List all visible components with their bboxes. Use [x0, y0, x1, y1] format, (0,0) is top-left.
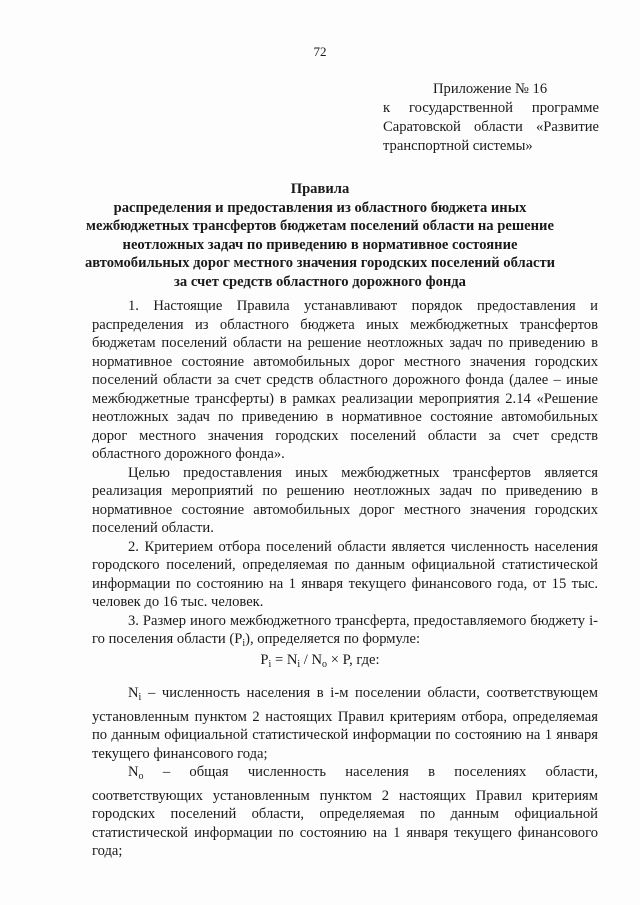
formula-sub-o: o — [322, 659, 328, 670]
formula-tail: × P, где: — [327, 652, 380, 668]
paragraph-3-tail: ), определяется по формуле: — [245, 631, 421, 647]
heading-line: автомобильных дорог местного значения городских поселений области — [84, 255, 556, 271]
page-number: 72 — [313, 44, 327, 59]
definitions — [92, 684, 598, 861]
heading-line: Правила — [290, 181, 350, 197]
formula-slash: / N — [300, 652, 323, 668]
paragraph-3-text: 3. Размер иного межбюджетного трансферта, предоставляемого бюджету i-го поселения области (P — [92, 612, 598, 647]
no-text: – общая численность населения в поселениях области, соответствующих установленным пунктом 2 настоящих Правил критериям городских поселений области, определяемая по данным официальной статистической информации по состоянию на 1 января текущего финансового года; — [92, 764, 598, 859]
formula-p: P — [260, 652, 269, 668]
heading-line: неотложных задач по приведению в нормативное состояние — [122, 236, 518, 253]
appendix-line: транспортной системы» — [383, 138, 533, 154]
heading-line: за счет средств областного дорожного фонда — [174, 273, 466, 290]
subscript-i: i — [242, 638, 246, 649]
heading-line: межбюджетных трансфертов бюджетам поселений области на решение — [86, 218, 554, 234]
formula-eq: = N — [271, 652, 298, 668]
formula — [0, 652, 640, 670]
paragraph-2: 2. Критерием отбора поселений области является численность населения городского поселений, определяемая по данным официальной статистической информации по состоянию на 1 января текущего финансового года, от 15 тыс. человек до 16 тыс. человек. — [92, 538, 598, 610]
no-symbol: N — [128, 764, 139, 780]
appendix-title: Приложение № 16 — [433, 81, 548, 97]
definition-no — [92, 763, 598, 861]
definition-ni — [92, 684, 598, 763]
formula-sub-i2: i — [297, 659, 301, 670]
ni-text: – численность населения в i-м поселении области, соответствующем установленным пунктом 2 настоящих Правил критериям отбора, определяемая по данным официальной статистической информации по состоянию на 1 января текущего финансового года; — [92, 685, 598, 762]
document-body — [92, 297, 598, 654]
paragraph-1: 1. Настоящие Правила устанавливают порядок предоставления и распределения из областного бюджета иных межбюджетных трансфертов бюджетам поселений области на решение неотложных задач по приведению в нормативное состояние автомобильных дорог местного значения городских поселений области за счет средств областного дорожного фонда (далее – иные межбюджетные трансферты) в рамках реализации мероприятия 2.14 «Решение неотложных задач по приведению в нормативное состояние автомобильных дорог местного значения городских поселений области за счет средств областного дорожного фонда». — [92, 298, 598, 462]
document-heading — [80, 180, 560, 291]
ni-sub: i — [138, 692, 142, 703]
heading-line: распределения и предоставления из областного бюджета иных — [113, 199, 527, 216]
paragraph-3 — [92, 612, 598, 654]
appendix-line: к государственной программе — [383, 100, 599, 116]
formula-sub-i: i — [268, 659, 272, 670]
ni-symbol: N — [128, 685, 139, 701]
appendix-block — [383, 80, 599, 156]
appendix-line: Саратовской области «Развитие — [383, 119, 599, 135]
paragraph-goal: Целью предоставления иных межбюджетных трансфертов является реализация мероприятий по решению неотложных задач по приведению в нормативное состояние автомобильных дорог местного значения городских поселений области. — [92, 464, 598, 536]
no-sub: o — [138, 771, 144, 782]
